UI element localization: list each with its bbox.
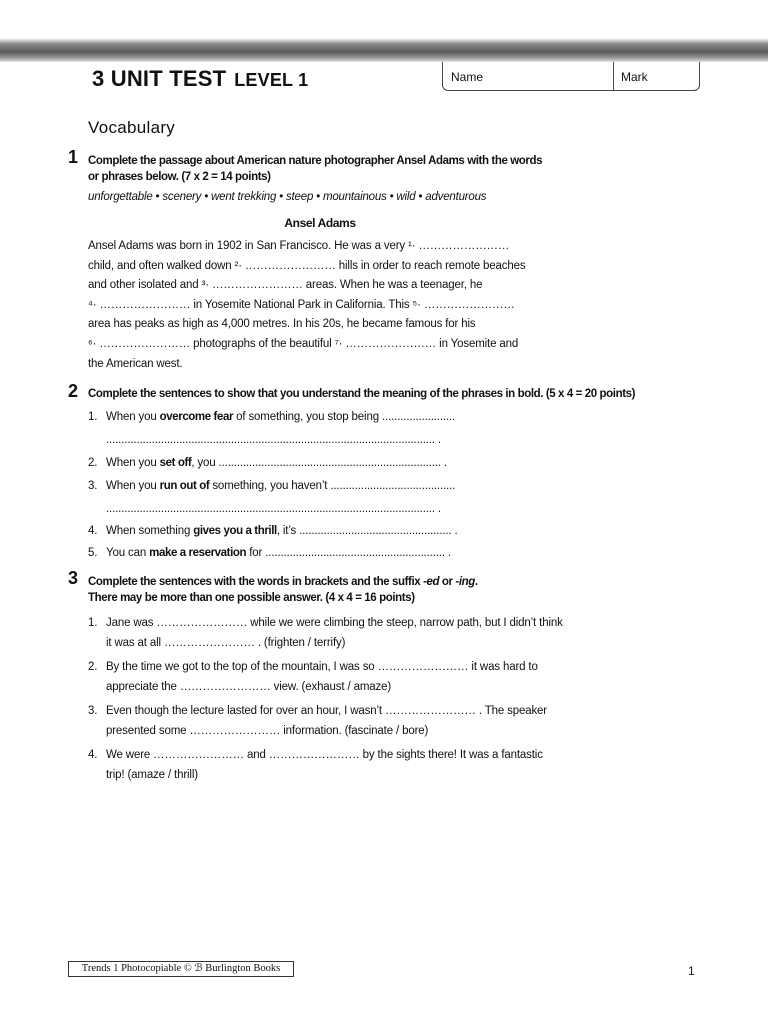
- question-1-number: 1: [68, 147, 79, 167]
- passage-line: ⁴· …………………… in Yosemite National Park in California. This ⁵· ……………………: [88, 298, 515, 311]
- passage-line: Ansel Adams was born in 1902 in San Francisco. He was a very ¹· ……………………: [88, 240, 510, 252]
- footer-copyright: Trends 1 Photocopiable © ℬ Burlington Books: [68, 961, 294, 977]
- q2-item: 5. You can make a reservation for ........................................................... .: [88, 547, 451, 559]
- passage-line: the American west.: [88, 357, 183, 370]
- passage: [88, 237, 525, 374]
- word-bank: unforgettable • scenery • went trekking • steep • mountainous • wild • adventurous: [88, 191, 487, 203]
- section-title: Vocabulary: [88, 118, 176, 137]
- question-1-instruction: Complete the passage about American nature photographer Ansel Adams with the words or phrases below. (7 x 2 = 14 points): [88, 155, 543, 183]
- q3-item: 1. Jane was …………………… while we were climbing the steep, narrow path, but I didn’t think it was at all …………………… . (frighten / terrify): [88, 617, 563, 649]
- question-2-number: 2: [68, 381, 79, 401]
- q2-item: 1. When you overcome fear of something, you stop being ........................: [88, 411, 456, 423]
- q2-item-continuation: ............................................................................................................ .: [106, 503, 441, 515]
- passage-title: Ansel Adams: [284, 216, 356, 230]
- name-label: Name: [451, 70, 484, 84]
- q3-item: 4. We were …………………… and …………………… by the sights there! It was a fantastic trip! (amaze / thrill): [88, 749, 543, 781]
- passage-line: child, and often walked down ²· …………………… hills in order to reach remote beaches: [88, 259, 526, 272]
- question-3-instruction: Complete the sentences with the words in brackets and the suffix -ed or -ing. There may be more than one possible answer. (4 x 4 = 16 points): [88, 576, 478, 604]
- q2-item: 2. When you set off, you ......................................................................... .: [88, 457, 447, 469]
- page-number: 1: [688, 964, 695, 978]
- passage-line: ⁶· …………………… photographs of the beautiful ⁷· …………………… in Yosemite and: [88, 337, 519, 350]
- name-mark-box: [442, 62, 700, 91]
- q2-item-continuation: ............................................................................................................ .: [106, 434, 441, 446]
- passage-line: and other isolated and ³· …………………… areas. When he was a teenager, he: [88, 279, 483, 292]
- question-3-number: 3: [68, 568, 79, 588]
- q2-item: 3. When you run out of something, you haven’t .........................................: [88, 480, 456, 492]
- passage-line: area has peaks as high as 4,000 metres. In his 20s, he became famous for his: [88, 318, 476, 331]
- q3-item: 2. By the time we got to the top of the mountain, I was so …………………… it was hard to appreciate the …………………… view. (exhaust / amaze): [88, 661, 538, 693]
- page-title: 3 UNIT TEST LEVEL 1: [92, 66, 309, 91]
- q2-item: 4. When something gives you a thrill, it’s .................................................. .: [88, 525, 458, 537]
- mark-label: Mark: [621, 70, 648, 84]
- level-label: LEVEL 1: [234, 70, 309, 90]
- question-2-instruction: Complete the sentences to show that you understand the meaning of the phrases in bold. (5 x 4 = 20 points): [88, 388, 636, 400]
- top-bar: [0, 0, 768, 62]
- q3-item: 3. Even though the lecture lasted for over an hour, I wasn’t …………………… . The speaker presented some …………………… information. (fascinate / bore): [88, 705, 547, 737]
